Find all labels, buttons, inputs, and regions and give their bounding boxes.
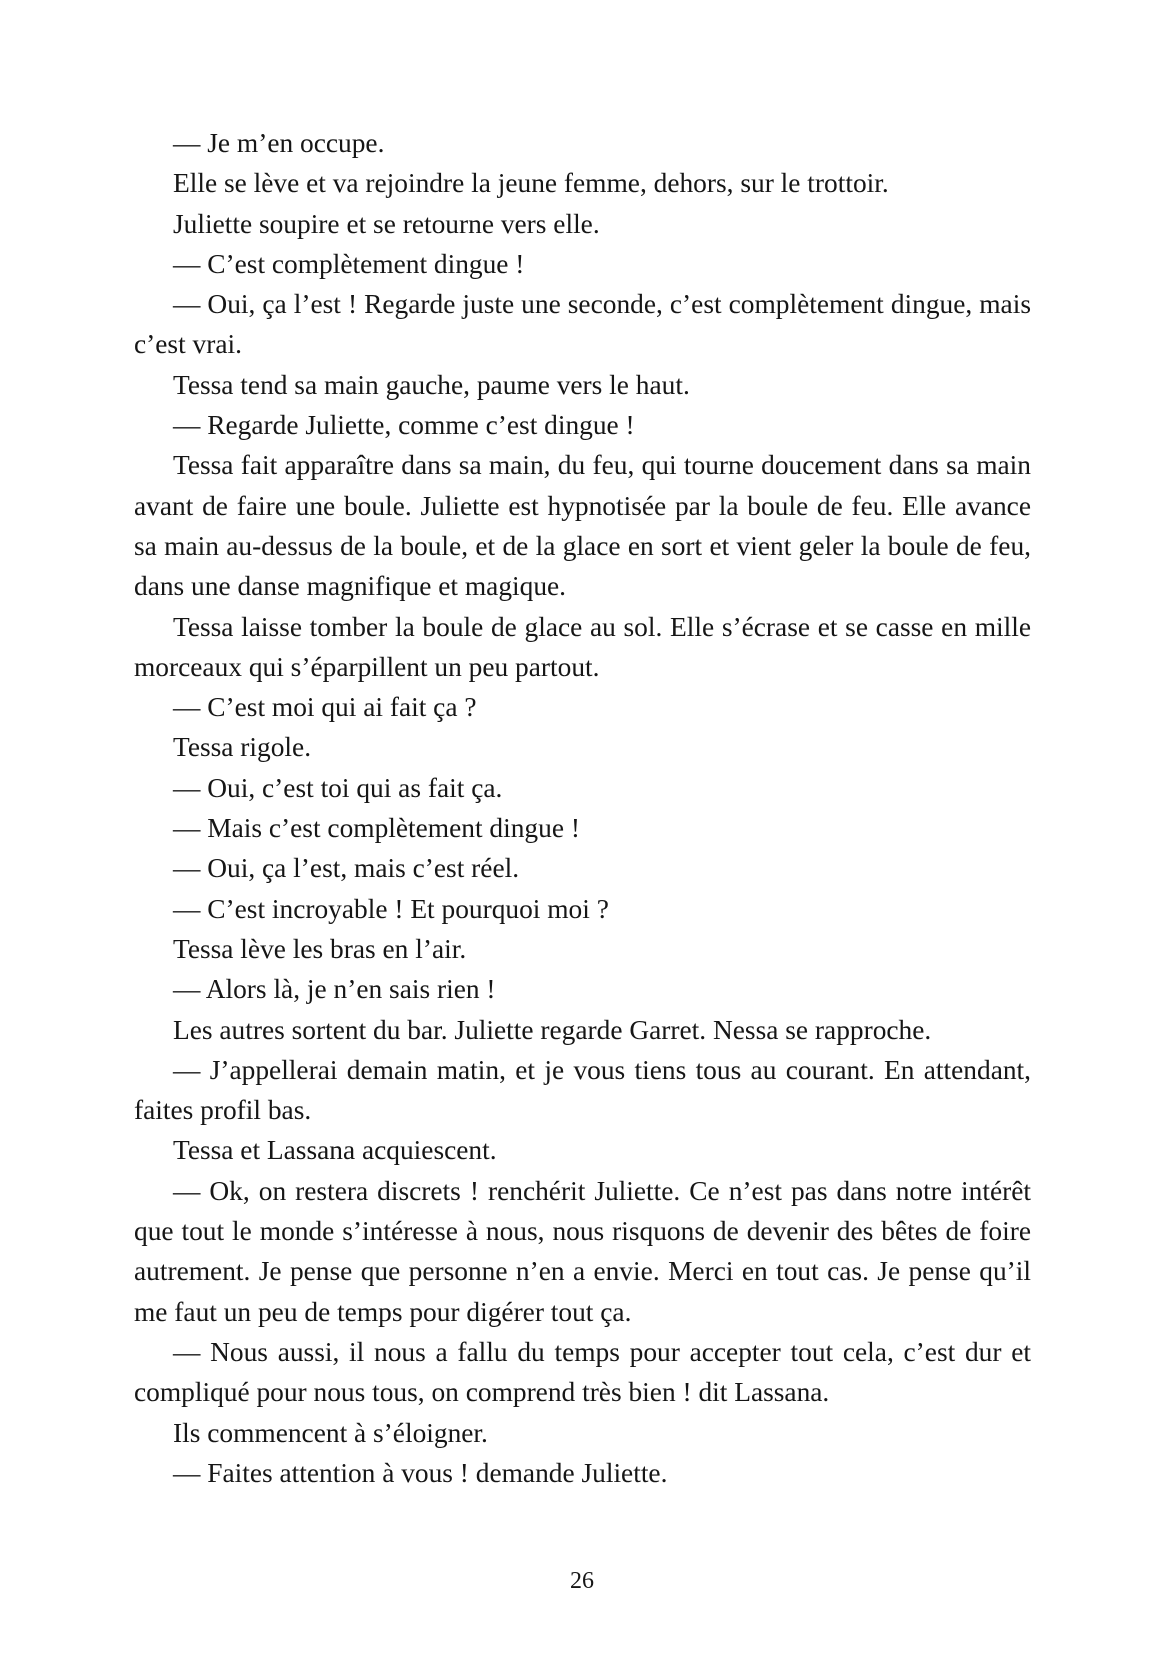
paragraph: — Oui, ça l’est, mais c’est réel. xyxy=(173,853,520,884)
page-body xyxy=(134,123,1031,1493)
paragraph: Elle se lève et va rejoindre la jeune femme, dehors, sur le trottoir. xyxy=(173,168,889,199)
paragraph: Tessa lève les bras en l’air. xyxy=(173,933,467,964)
paragraph: Tessa fait apparaître dans sa main, du feu, qui tourne doucement dans sa main avant de faire une boule. Juliette est hypnotisée par la boule de feu. Elle avance sa main au-dessus de la boule, et de la glace en sort et vient geler la boule de feu, dans une danse magnifique et magique. xyxy=(134,450,1031,602)
paragraph: — Oui, ça l’est ! Regarde juste une seconde, c’est complètement dingue, mais c’est vrai. xyxy=(134,289,1031,360)
paragraph: — Ok, on restera discrets ! renchérit Juliette. Ce n’est pas dans notre intérêt que tout le monde s’intéresse à nous, nous risquons de devenir des bêtes de foire autrement. Je pense que personne n’en a envie. Merci en tout cas. Je pense qu’il me faut un peu de temps pour digérer tout ça. xyxy=(134,1175,1031,1327)
page-number: 26 xyxy=(570,1568,594,1594)
paragraph: — C’est complètement dingue ! xyxy=(173,248,525,279)
paragraph: — Nous aussi, il nous a fallu du temps pour accepter tout cela, c’est dur et compliqué pour nous tous, on comprend très bien ! dit Lassana. xyxy=(134,1336,1031,1408)
paragraph: Ils commencent à s’éloigner. xyxy=(173,1417,488,1448)
paragraph: Tessa laisse tomber la boule de glace au sol. Elle s’écrase et se casse en mille morceaux qui s’éparpillent un peu partout. xyxy=(134,611,1031,682)
paragraph: — Mais c’est complètement dingue ! xyxy=(173,813,580,844)
paragraph: — Alors là, je n’en sais rien ! xyxy=(173,974,496,1005)
paragraph: — J’appellerai demain matin, et je vous tiens tous au courant. En attendant, faites profil bas. xyxy=(134,1054,1031,1126)
paragraph: Tessa rigole. xyxy=(173,732,312,763)
paragraph: — C’est incroyable ! Et pourquoi moi ? xyxy=(173,893,609,924)
paragraph: — Regarde Juliette, comme c’est dingue ! xyxy=(173,410,635,441)
paragraph: Tessa tend sa main gauche, paume vers le haut. xyxy=(173,369,690,400)
paragraph: — Faites attention à vous ! demande Juliette. xyxy=(173,1457,668,1488)
paragraph: — C’est moi qui ai fait ça ? xyxy=(173,692,477,723)
paragraph: — Oui, c’est toi qui as fait ça. xyxy=(173,772,503,803)
paragraph: Tessa et Lassana acquiescent. xyxy=(173,1135,497,1166)
paragraph: Juliette soupire et se retourne vers elle. xyxy=(173,208,600,239)
paragraph: Les autres sortent du bar. Juliette regarde Garret. Nessa se rapproche. xyxy=(173,1014,932,1045)
paragraph: — Je m’en occupe. xyxy=(173,128,385,158)
